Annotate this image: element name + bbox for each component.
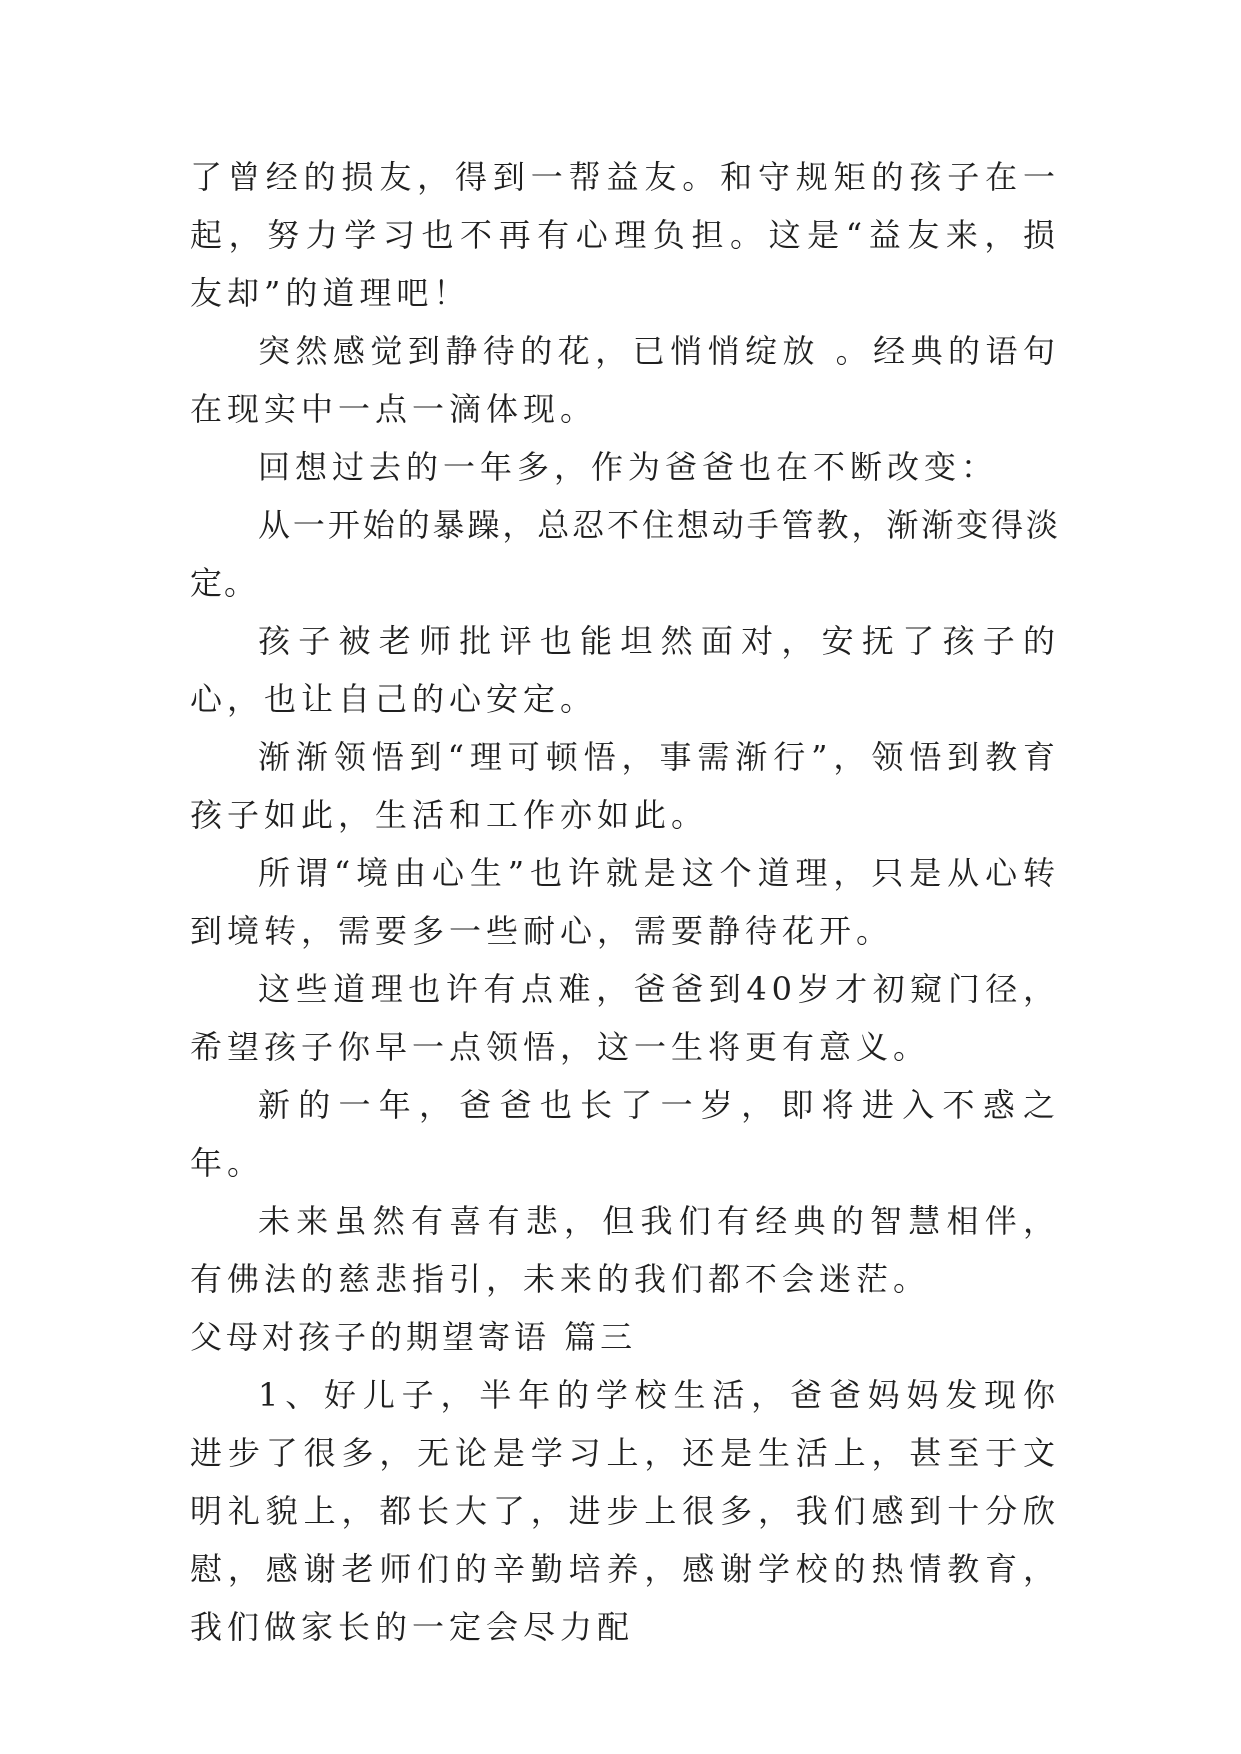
paragraph: 这些道理也许有点难，爸爸到40岁才初窥门径，希望孩子你早一点领悟，这一生将更有意义。 — [190, 970, 1060, 1066]
paragraph: 回想过去的一年多，作为爸爸也在不断改变： — [258, 448, 999, 486]
paragraph: 所谓“境由心生”也许就是这个道理，只是从心转到境转，需要多一些耐心，需要静待花开。 — [190, 854, 1060, 950]
paragraph: 未来虽然有喜有悲，但我们有经典的智慧相伴，有佛法的慈悲指引，未来的我们都不会迷茫。 — [190, 1202, 1060, 1298]
paragraph: 突然感觉到静待的花，已悄悄绽放 。经典的语句在现实中一点一滴体现。 — [190, 332, 1060, 428]
paragraph: 1、好儿子，半年的学校生活，爸爸妈妈发现你进步了很多，无论是学习上，还是生活上，甚至于文明礼貌上，都长大了，进步上很多，我们感到十分欣慰，感谢老师们的辛勤培养，感谢学校的热情教育，我们做家长的一定会尽力配 — [190, 1376, 1060, 1646]
paragraph: 孩子被老师批评也能坦然面对，安抚了孩子的心，也让自己的心安定。 — [190, 622, 1060, 718]
document-page — [190, 148, 1060, 1656]
paragraph: 了曾经的损友，得到一帮益友。和守规矩的孩子在一起，努力学习也不再有心理负担。这是“益友来，损友却”的道理吧！ — [190, 158, 1060, 312]
paragraph: 渐渐领悟到“理可顿悟，事需渐行”，领悟到教育孩子如此，生活和工作亦如此。 — [190, 738, 1060, 834]
section-heading: 父母对孩子的期望寄语 篇三 — [190, 1318, 637, 1356]
paragraph: 从一开始的暴躁，总忍不住想动手管教，渐渐变得淡定。 — [190, 506, 1060, 602]
paragraph: 新的一年，爸爸也长了一岁，即将进入不惑之年。 — [190, 1086, 1060, 1182]
